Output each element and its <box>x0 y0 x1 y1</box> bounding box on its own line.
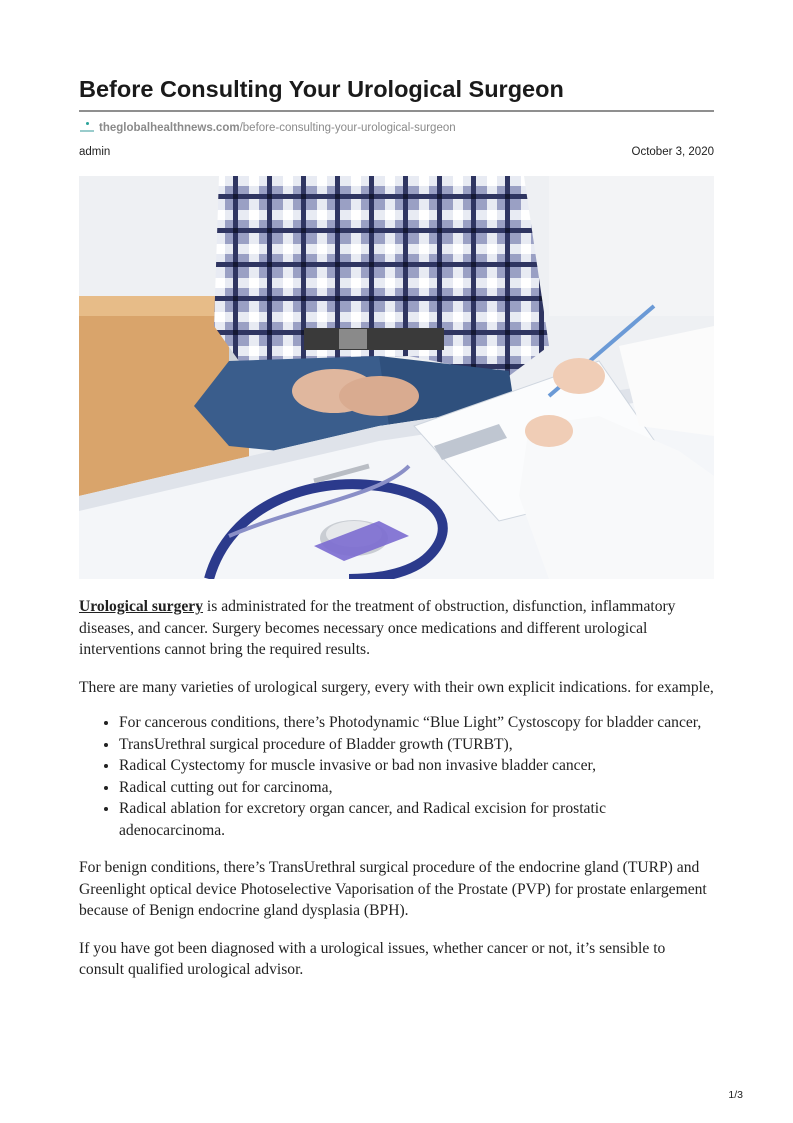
source-path[interactable]: /before-consulting-your-urological-surgeon <box>239 122 456 134</box>
list-item: • Radical Cystectomy for muscle invasive or bad non invasive bladder cancer, <box>119 755 714 777</box>
source-domain[interactable]: theglobalhealthnews.com <box>99 122 240 134</box>
paragraph-varieties: There are many varieties of urological surgery, every with their own explicit indications. for example, <box>79 678 714 696</box>
surgery-list <box>79 712 714 841</box>
paragraph-intro-text: is administrated for the treatment of obstruction, disfunction, inflammatory diseases, and cancer. Surgery becomes necessary once medications and different urological interventions cannot bring the required results. <box>79 598 676 658</box>
hero-image <box>79 176 714 579</box>
article-meta <box>79 146 714 158</box>
article-body <box>79 596 714 981</box>
urological-surgery-link[interactable]: Urological surgery <box>79 598 204 615</box>
list-item: • Radical cutting out for carcinoma, <box>119 777 714 799</box>
publish-date: October 3, 2020 <box>631 146 714 158</box>
article-title: Before Consulting Your Urological Surgeon <box>79 76 564 102</box>
author: admin <box>79 146 111 158</box>
source-line <box>79 120 714 136</box>
list-item: • Radical ablation for excretory organ cancer, and Radical excision for prostatic adenocarcinoma. <box>119 798 714 841</box>
paragraph-advice: If you have got been diagnosed with a urological issues, whether cancer or not, it’s sensible to consult qualified urological advisor. <box>79 939 666 978</box>
paragraph-benign: For benign conditions, there’s TransUrethral surgical procedure of the endocrine gland (TURP) and Greenlight optical device Photoselective Vaporisation of the Prostate (PVP) for prostate enlargement because of Benign endocrine gland dysplasia (BPH). <box>79 859 707 919</box>
photo-doctor-consultation-icon <box>79 176 714 579</box>
page-number: 1/3 <box>728 1089 743 1101</box>
list-item: • TransUrethral surgical procedure of Bladder growth (TURBT), <box>119 734 714 756</box>
list-item: • For cancerous conditions, there’s Photodynamic “Blue Light” Cystoscopy for bladder cancer, <box>119 712 714 734</box>
paragraph-intro <box>79 596 714 661</box>
article <box>79 74 714 981</box>
site-favicon-icon <box>79 121 95 135</box>
title-divider <box>79 110 714 112</box>
